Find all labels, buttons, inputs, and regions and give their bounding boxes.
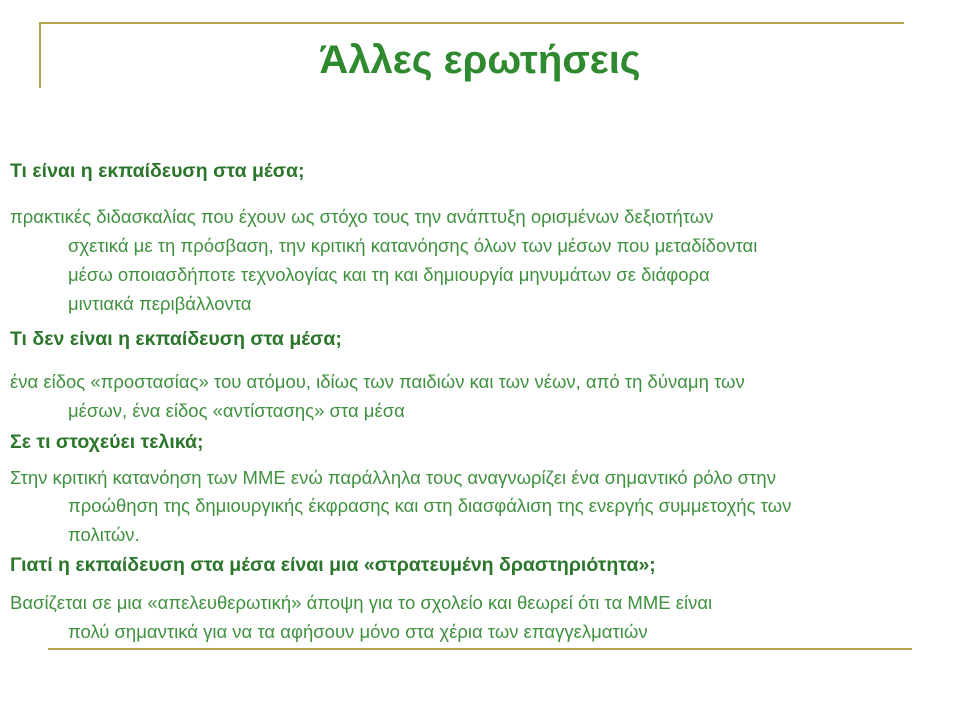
answer-line: σχετικά με τη πρόσβαση, την κριτική κατανόησης όλων των μέσων που μεταδίδονται — [68, 235, 758, 256]
answer-line: πολύ σημαντικά για να τα αφήσουν μόνο στα χέρια των επαγγελματιών — [68, 621, 648, 642]
top-divider — [39, 22, 904, 24]
answer-line: Βασίζεται σε μια «απελευθερωτική» άποψη για το σχολείο και θεωρεί ότι τα ΜΜΕ είναι — [10, 592, 713, 613]
answer-2 — [10, 367, 745, 396]
answer-3 — [10, 463, 776, 492]
answer-4-cont — [68, 617, 648, 646]
bottom-divider — [48, 648, 912, 650]
answer-line: πρακτικές διδασκαλίας που έχουν ως στόχο τους την ανάπτυξη ορισμένων δεξιοτήτων — [10, 206, 714, 227]
answer-3-cont — [68, 491, 791, 549]
qa-item-2 — [10, 328, 342, 351]
answer-4 — [10, 588, 712, 617]
answer-1-cont — [68, 231, 757, 318]
answer-2-cont — [68, 396, 405, 425]
qa-item-3 — [10, 431, 203, 454]
answer-line: πολιτών. — [68, 524, 140, 545]
answer-line: προώθηση της δημιουργικής έκφρασης και στη διασφάλιση της ενεργής συμμετοχής των — [68, 495, 792, 516]
answer-line: μέσω οποιασδήποτε τεχνολογίας και τη και δημιουργία μηνυμάτων σε διάφορα — [68, 264, 710, 285]
answer-line: μιντιακά περιβάλλοντα — [68, 293, 252, 314]
answer-1 — [10, 202, 714, 231]
question-1: Τι είναι η εκπαίδευση στα μέσα; — [10, 160, 305, 182]
qa-item-4 — [10, 554, 656, 577]
question-4: Γιατί η εκπαίδευση στα μέσα είναι μια «στρατευμένη δραστηριότητα»; — [10, 554, 656, 576]
answer-line: μέσων, ένα είδος «αντίστασης» στα μέσα — [68, 400, 405, 421]
qa-item-1 — [10, 160, 305, 183]
question-2: Τι δεν είναι η εκπαίδευση στα μέσα; — [10, 328, 342, 350]
answer-line: Στην κριτική κατανόηση των ΜΜΕ ενώ παράλληλα τους αναγνωρίζει ένα σημαντικό ρόλο στην — [10, 467, 776, 488]
answer-line: ένα είδος «προστασίας» του ατόμου, ιδίως των παιδιών και των νέων, από τη δύναμη των — [10, 371, 745, 392]
slide-title: Άλλες ερωτήσεις — [319, 38, 641, 82]
question-3: Σε τι στοχεύει τελικά; — [10, 431, 204, 453]
